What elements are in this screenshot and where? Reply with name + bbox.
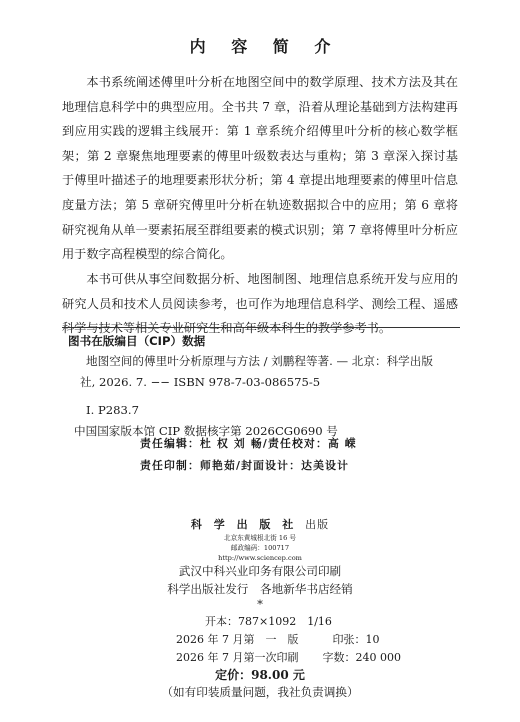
responsible-printing: 责任印制：师艳茹/封面设计：达美设计 — [140, 459, 350, 472]
divider-rule — [62, 327, 460, 328]
cip-line-3: Ⅰ. P283.7 — [86, 403, 139, 418]
quality-notice: （如有印装质量问题，我社负责调换） — [161, 685, 359, 699]
publisher-logo-text: 科 学 出 版 社 — [190, 518, 298, 531]
responsible-editors: 责任编辑：杜 权 刘 畅/责任校对：高 嵘 — [140, 437, 357, 450]
cip-block — [68, 331, 460, 441]
separator-star: * — [257, 597, 263, 611]
edition-value: 2026 年 7 月第 一 版 — [176, 633, 299, 646]
publisher-postcode: 邮政编码：100717 — [230, 544, 290, 552]
publisher-name — [0, 516, 520, 532]
cip-line-2: 社, 2026. 7. −− ISBN 978-7-03-086575-5 — [80, 374, 321, 389]
printing-line — [176, 649, 401, 665]
intro-paragraph-2: 本书可供从事空间数据分析、地图制图、地理信息系统开发与应用的研究人员和技术人员阅读参考，也可作为地理信息科学、测绘工程、遥感科学与技术等相关专业研究生和高年级本科生的教学参考书。 — [62, 272, 458, 336]
edition-line — [176, 631, 379, 647]
printing-value: 2026 年 7 月第一次印刷 — [176, 651, 299, 664]
distribution-line: 科学出版社发行 各地新华书店经销 — [167, 582, 353, 596]
page-title: 内 容 简 介 — [189, 37, 341, 56]
words-value: 字数：240 000 — [322, 651, 401, 664]
intro-section — [62, 70, 458, 336]
sheets-value: 印张：10 — [332, 633, 380, 646]
cip-line-1: 地图空间的傅里叶分析原理与方法 / 刘鹏程等著. — 北京：科学出版 — [86, 354, 433, 369]
publisher-name-suffix: 出版 — [305, 518, 330, 531]
intro-paragraph-1: 本书系统阐述傅里叶分析在地图空间中的数学原理、技术方法及其在地理信息科学中的典型应用。全书共 7 章，沿着从理论基础到方法构建再到应用实践的逻辑主线展开：第 1 章系统介绍傅里叶分析的核心数学框架；第 2 章聚焦地理要素的傅里叶级数表达与重构；第 3 章深入探讨基于傅里叶描述子的地理要素形状分析；第 4 章提出地理要素的傅里叶信息度量方法；第 5 章研究傅里叶分析在轨迹数据拟合中的应用；第 6 章将研究视角从单一要素拓展至群组要素的模式识别；第 7 章将傅里叶分析应用于数字高程模型的综合简化。 — [62, 75, 458, 262]
cip-line-4: 中国国家版本馆 CIP 数据核字第 2026CG0690 号 — [74, 423, 338, 438]
format-line: 开本：787×1092 1/16 — [205, 615, 332, 628]
publisher-website: http://www.sciencep.com — [218, 554, 302, 562]
price-line: 定价：98.00 元 — [215, 668, 305, 682]
printer-line: 武汉中科兴业印务有限公司印刷 — [178, 564, 342, 578]
publisher-address: 北京东黄城根北街 16 号 — [224, 534, 296, 542]
cip-heading: 图书在版编目（CIP）数据 — [68, 334, 206, 348]
